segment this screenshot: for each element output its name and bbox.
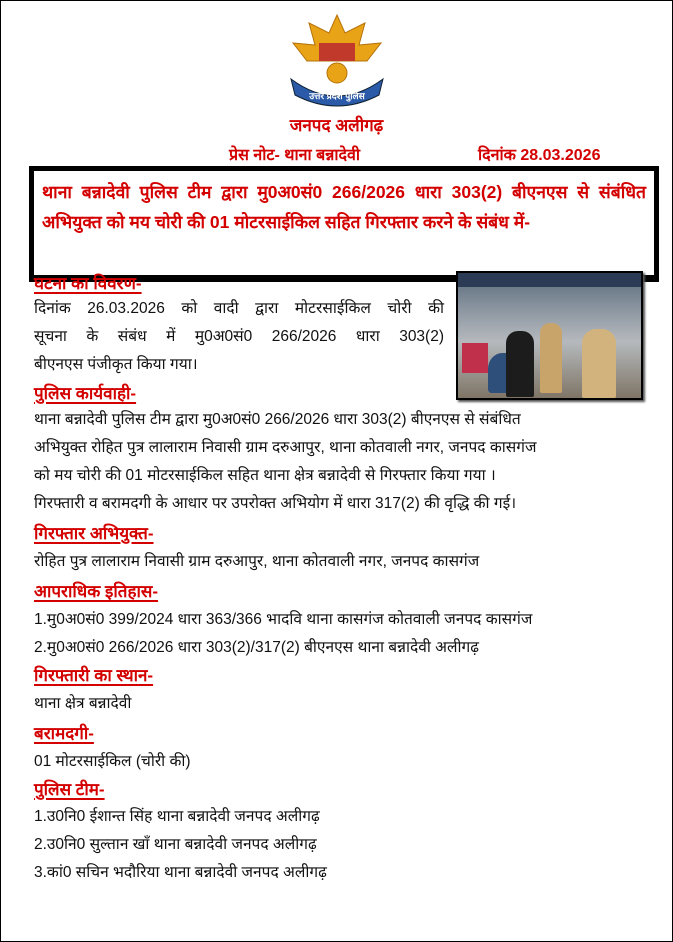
place-line: थाना क्षेत्र बन्नादेवी <box>34 695 132 712</box>
arrest-photo <box>456 271 643 400</box>
action-line: गिरफ्तारी व बरामदगी के आधार पर उपरोक्त अभियोग में धारा 317(2) की वृद्धि की गई। <box>34 495 517 512</box>
team-member: 1.उ0नि0 ईशान्त सिंह थाना बन्नादेवी जनपद अलीगढ़ <box>34 808 320 825</box>
incident-heading: घटना का विवरण- <box>34 274 142 293</box>
accused-line: रोहित पुत्र लालाराम निवासी ग्राम दरुआपुर, थाना कोतवाली नगर, जनपद कासगंज <box>34 553 480 570</box>
incident-line: बीएनएस पंजीकृत किया गया। <box>34 356 198 373</box>
press-note-label: प्रेस नोट- थाना बन्नादेवी <box>229 147 361 164</box>
up-police-logo <box>285 13 389 109</box>
history-heading: आपराधिक इतिहास- <box>34 582 159 601</box>
headline-box <box>29 166 659 282</box>
team-member: 2.उ0नि0 सुल्तान खाँ थाना बन्नादेवी जनपद अलीगढ़ <box>34 836 317 853</box>
recovery-line: 01 मोटरसाईकिल (चोरी की) <box>34 753 191 770</box>
press-note-date: दिनांक 28.03.2026 <box>478 147 601 164</box>
team-member: 3.कां0 सचिन भदौरिया थाना बन्नादेवी जनपद अलीगढ़ <box>34 864 327 881</box>
incident-line: दिनांक 26.03.2026 को वादी द्वारा मोटरसाईकिल चोरी की <box>34 300 444 317</box>
svg-text:उत्तर प्रदेश पुलिस: उत्तर प्रदेश पुलिस <box>309 91 365 101</box>
incident-line: सूचना के संबंध में मु0अ0सं0 266/2026 धारा 303(2) <box>34 328 444 345</box>
headline-text: थाना बन्नादेवी पुलिस टीम द्वारा मु0अ0सं0 266/2026 धारा 303(2) बीएनएस से संबंधित अभियुक्त को मय चोरी की 01 मोटरसाईकिल सहित गिरफ्तार करने के संबंध में- <box>42 182 646 232</box>
action-heading: पुलिस कार्यवाही- <box>34 384 137 403</box>
place-heading: गिरफ्तारी का स्थान- <box>34 666 154 685</box>
accused-heading: गिरफ्तार अभियुक्त- <box>34 524 154 543</box>
district-title: जनपद अलीगढ़ <box>289 116 384 135</box>
recovery-heading: बरामदगी- <box>34 724 94 743</box>
action-line: थाना बन्नादेवी पुलिस टीम द्वारा मु0अ0सं0 266/2026 धारा 303(2) बीएनएस से संबंधित <box>34 411 521 428</box>
team-heading: पुलिस टीम- <box>34 780 105 799</box>
action-line: अभियुक्त रोहित पुत्र लालाराम निवासी ग्राम दरुआपुर, थाना कोतवाली नगर, जनपद कासगंज <box>34 439 537 456</box>
history-line: 1.मु0अ0सं0 399/2024 धारा 363/366 भादवि थाना कासगंज कोतवाली जनपद कासगंज <box>34 611 533 628</box>
history-line: 2.मु0अ0सं0 266/2026 धारा 303(2)/317(2) बीएनएस थाना बन्नादेवी अलीगढ़ <box>34 639 479 656</box>
action-line: को मय चोरी की 01 मोटरसाईकिल सहित थाना क्षेत्र बन्नादेवी से गिरफ्तार किया गया । <box>34 467 496 484</box>
